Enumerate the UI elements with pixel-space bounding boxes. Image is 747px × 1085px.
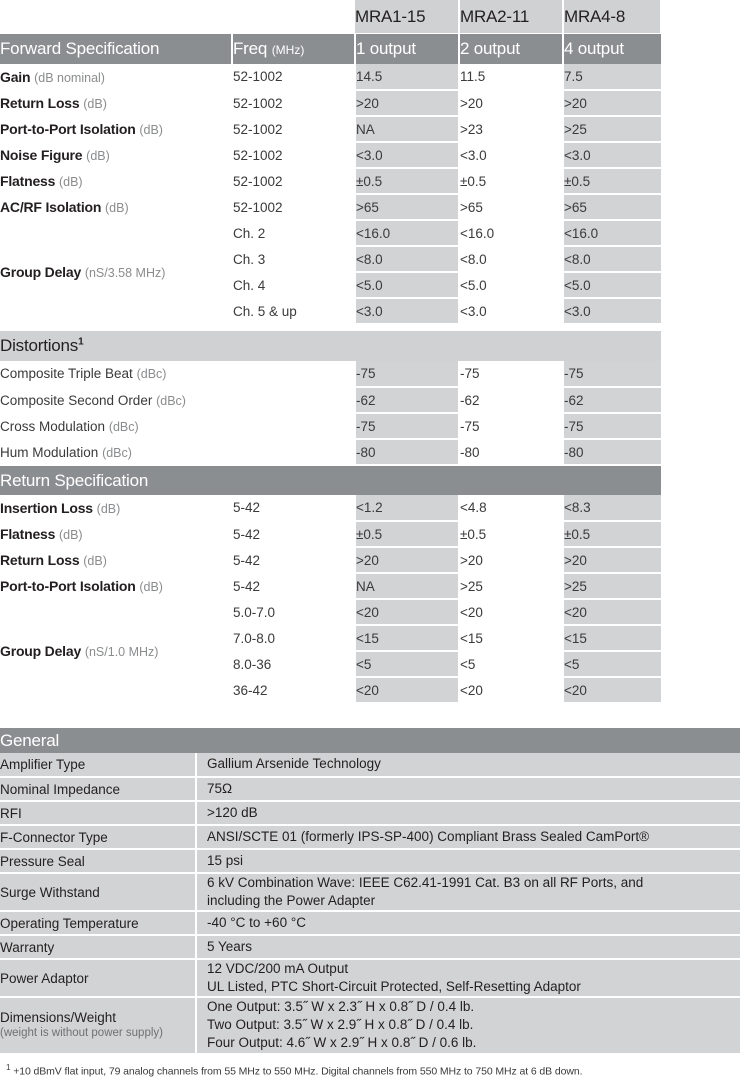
value-line: 75Ω — [207, 780, 233, 796]
forward-spec-band-row — [0, 34, 661, 64]
model-name-mra1-15: MRA1-15 — [355, 0, 459, 34]
row-value-2: <16.0 — [459, 220, 563, 246]
general-row-label: Warranty — [0, 935, 196, 959]
row-value-1: <20 — [355, 599, 459, 625]
row-freq: 52-1002 — [232, 194, 355, 220]
general-row-value — [196, 873, 740, 911]
row-name: Flatness — [0, 526, 56, 542]
row-unit: (dB) — [86, 149, 110, 163]
row-freq: 52-1002 — [232, 168, 355, 194]
row-freq: Ch. 2 — [232, 220, 355, 246]
row-label — [0, 168, 232, 194]
group-delay-name: Group Delay — [0, 264, 82, 280]
row-freq: Ch. 5 & up — [232, 298, 355, 324]
row-value-1: <3.0 — [355, 298, 459, 324]
table-row — [0, 194, 661, 220]
value-line: 5 Years — [207, 939, 253, 955]
general-row-label: F-Connector Type — [0, 825, 196, 849]
row-freq: 5-42 — [232, 521, 355, 547]
row-value-3: -62 — [563, 387, 661, 413]
main-spec-table — [0, 34, 661, 704]
value-line: ANSI/SCTE 01 (formerly IPS-SP-400) Compliant Brass Sealed CamPort® — [207, 828, 650, 844]
row-value-2: <20 — [459, 677, 563, 703]
row-value-3: <5 — [563, 651, 661, 677]
row-value-2: -75 — [459, 413, 563, 439]
table-row — [0, 64, 661, 90]
row-value-2: 11.5 — [459, 64, 563, 90]
row-value-1: -75 — [355, 413, 459, 439]
row-unit: (dBc) — [136, 367, 167, 381]
row-name: Gain — [0, 68, 31, 85]
general-row-value — [196, 935, 740, 959]
row-unit: (dB) — [139, 580, 163, 594]
row-value-2: <8.0 — [459, 246, 563, 272]
row-value-1: <8.0 — [355, 246, 459, 272]
main-spec-container — [0, 34, 661, 704]
row-value-3: <8.0 — [563, 246, 661, 272]
table-row — [0, 439, 661, 465]
table-row — [0, 142, 661, 168]
row-value-2: >23 — [459, 116, 563, 142]
row-value-2: >65 — [459, 194, 563, 220]
general-row-value — [196, 801, 740, 825]
row-value-1: <1.2 — [355, 495, 459, 521]
row-value-2: -75 — [459, 361, 563, 387]
row-value-2: >20 — [459, 547, 563, 573]
value-line: UL Listed, PTC Short-Circuit Protected, Self-Resetting Adaptor — [207, 979, 581, 995]
row-freq: 52-1002 — [232, 90, 355, 116]
value-line: One Output: 3.5˝ W x 2.3˝ H x 0.8˝ D / 0.4 lb. — [207, 999, 475, 1015]
footnote-marker: 1 — [6, 1063, 11, 1072]
row-unit: (dB nominal) — [34, 70, 105, 85]
general-row-label: Amplifier Type — [0, 753, 196, 777]
row-value-1: >20 — [355, 90, 459, 116]
table-row — [0, 599, 661, 625]
row-value-3: >65 — [563, 194, 661, 220]
row-unit: (dB) — [58, 175, 83, 189]
general-title: General — [0, 728, 740, 753]
row-value-3: <20 — [563, 599, 661, 625]
row-value-3: <5.0 — [563, 272, 661, 298]
general-row-value — [196, 825, 740, 849]
table-row — [0, 801, 740, 825]
output-header-2: 2 output — [459, 34, 563, 64]
row-freq: 5-42 — [232, 547, 355, 573]
value-line: 12 VDC/200 mA Output — [207, 961, 349, 977]
section-gutter — [0, 324, 661, 331]
table-row — [0, 777, 740, 801]
return-group-delay-label — [0, 599, 232, 703]
row-value-3: >20 — [563, 547, 661, 573]
general-row-label: Nominal Impedance — [0, 777, 196, 801]
general-row-value — [196, 753, 740, 777]
row-unit: (dB) — [96, 501, 121, 516]
value-line: 15 psi — [207, 852, 244, 868]
general-row-value — [196, 997, 740, 1053]
row-name: Flatness — [0, 173, 56, 189]
output-header-1: 1 output — [355, 34, 459, 64]
general-row-label: RFI — [0, 801, 196, 825]
value-line: Gallium Arsenide Technology — [207, 756, 381, 772]
row-value-2: <3.0 — [459, 298, 563, 324]
table-row — [0, 168, 661, 194]
return-spec-band-row — [0, 465, 661, 495]
model-header-strip — [0, 0, 747, 35]
row-value-1: <15 — [355, 625, 459, 651]
table-row — [0, 116, 661, 142]
group-delay-name: Group Delay — [0, 643, 82, 659]
row-value-1: <5.0 — [355, 272, 459, 298]
table-row — [0, 361, 661, 387]
row-value-3: -75 — [563, 361, 661, 387]
row-value-2: -80 — [459, 439, 563, 465]
row-value-2: -62 — [459, 387, 563, 413]
row-value-1: -75 — [355, 361, 459, 387]
row-value-2: <15 — [459, 625, 563, 651]
row-name: Composite Second Order — [0, 392, 153, 408]
row-name: Insertion Loss — [0, 499, 93, 516]
table-row — [0, 997, 740, 1053]
row-label — [0, 64, 232, 90]
table-row — [0, 873, 740, 911]
value-line: -40 °C to +60 °C — [207, 915, 306, 931]
row-value-2: <4.8 — [459, 495, 563, 521]
row-label — [0, 361, 355, 387]
return-spec-title: Return Specification — [0, 465, 661, 495]
row-value-2: <3.0 — [459, 142, 563, 168]
row-freq: 36-42 — [232, 677, 355, 703]
row-label — [0, 116, 232, 142]
row-value-3: <3.0 — [563, 298, 661, 324]
row-label — [0, 194, 232, 220]
row-value-2: ±0.5 — [459, 521, 563, 547]
row-freq: 52-1002 — [232, 142, 355, 168]
row-name: Port-to-Port Isolation — [0, 578, 136, 594]
row-value-3: -80 — [563, 439, 661, 465]
row-value-2: ±0.5 — [459, 168, 563, 194]
row-value-1: 14.5 — [355, 64, 459, 90]
row-freq: 7.0-8.0 — [232, 625, 355, 651]
row-value-1: ±0.5 — [355, 521, 459, 547]
row-label — [0, 495, 232, 521]
general-row-label: Power Adaptor — [0, 959, 196, 997]
table-row — [0, 90, 661, 116]
row-name: Port-to-Port Isolation — [0, 121, 136, 137]
table-row — [0, 495, 661, 521]
general-row-value — [196, 849, 740, 873]
table-row — [0, 959, 740, 997]
row-value-3: <3.0 — [563, 142, 661, 168]
row-freq: 8.0-36 — [232, 651, 355, 677]
general-table — [0, 728, 740, 1055]
row-freq: 5-42 — [232, 495, 355, 521]
row-label — [0, 547, 232, 573]
row-label — [0, 573, 232, 599]
row-value-1: ±0.5 — [355, 168, 459, 194]
row-value-1: <5 — [355, 651, 459, 677]
row-name: Return Loss — [0, 95, 80, 111]
general-row-label: Pressure Seal — [0, 849, 196, 873]
row-value-3: <20 — [563, 677, 661, 703]
group-delay-unit: (nS/1.0 MHz) — [84, 645, 159, 659]
general-row-label-main: Dimensions/Weight — [0, 1010, 117, 1026]
row-value-3: -75 — [563, 413, 661, 439]
footnote — [6, 1063, 741, 1078]
freq-label: Freq — [233, 39, 268, 58]
row-name: Hum Modulation — [0, 444, 99, 460]
row-label — [0, 387, 355, 413]
row-value-2: <5 — [459, 651, 563, 677]
row-value-3: >25 — [563, 116, 661, 142]
row-unit: (dBc) — [108, 419, 139, 434]
row-value-1: NA — [355, 573, 459, 599]
row-freq: 5-42 — [232, 573, 355, 599]
row-unit: (dB) — [139, 123, 163, 137]
group-delay-unit: (nS/3.58 MHz) — [84, 266, 166, 280]
model-header-spacer-1 — [0, 0, 232, 34]
row-name: Composite Triple Beat — [0, 366, 133, 381]
row-freq: 52-1002 — [232, 116, 355, 142]
row-unit: (dB) — [58, 528, 83, 542]
row-value-3: >20 — [563, 90, 661, 116]
row-value-1: -62 — [355, 387, 459, 413]
model-name-mra2-11: MRA2-11 — [459, 0, 563, 34]
row-value-1: >20 — [355, 547, 459, 573]
table-row — [0, 753, 740, 777]
row-freq: 5.0-7.0 — [232, 599, 355, 625]
table-row — [0, 825, 740, 849]
row-label — [0, 413, 355, 439]
row-name: Noise Figure — [0, 147, 83, 163]
row-value-1: <16.0 — [355, 220, 459, 246]
freq-column-header — [232, 34, 355, 64]
general-row-label: Operating Temperature — [0, 911, 196, 935]
general-row-label: Surge Withstand — [0, 873, 196, 911]
row-unit: (dB) — [83, 554, 107, 568]
footnote-text: +10 dBmV flat input, 79 analog channels from 55 MHz to 550 MHz. Digital channels from 550 MHz to 750 MHz at 6 dB down. — [13, 1065, 583, 1078]
general-band-row — [0, 728, 740, 753]
row-value-3: <16.0 — [563, 220, 661, 246]
row-freq: 52-1002 — [232, 64, 355, 90]
row-freq: Ch. 4 — [232, 272, 355, 298]
row-value-2: >25 — [459, 573, 563, 599]
table-row — [0, 849, 740, 873]
forward-spec-title: Forward Specification — [0, 34, 232, 64]
row-value-1: <3.0 — [355, 142, 459, 168]
row-name: Return Loss — [0, 552, 80, 568]
row-value-3: ±0.5 — [563, 168, 661, 194]
row-value-1: <20 — [355, 677, 459, 703]
table-row — [0, 911, 740, 935]
forward-group-delay-label — [0, 220, 232, 324]
row-value-1: -80 — [355, 439, 459, 465]
general-row-label — [0, 997, 196, 1053]
row-value-3: 7.5 — [563, 64, 661, 90]
row-label — [0, 439, 355, 465]
table-row — [0, 547, 661, 573]
value-line: >120 dB — [207, 804, 258, 820]
general-row-label-sub: (weight is without power supply) — [0, 1027, 163, 1040]
value-line: including the Power Adapter — [207, 893, 376, 909]
row-value-3: >25 — [563, 573, 661, 599]
row-label — [0, 90, 232, 116]
row-value-2: <5.0 — [459, 272, 563, 298]
freq-unit: (MHz) — [271, 43, 305, 57]
row-unit: (dB) — [83, 97, 107, 111]
row-value-1: >65 — [355, 194, 459, 220]
row-label — [0, 142, 232, 168]
model-name-mra4-8: MRA4-8 — [563, 0, 661, 34]
row-unit: (dBc) — [156, 393, 186, 408]
output-header-3: 4 output — [563, 34, 661, 64]
row-value-2: >20 — [459, 90, 563, 116]
value-line: Two Output: 3.5˝ W x 2.9˝ H x 0.8˝ D / 0.4 lb. — [207, 1017, 474, 1033]
value-line: 6 kV Combination Wave: IEEE C62.41-1991 Cat. B3 on all RF Ports, and — [207, 875, 644, 890]
row-unit: (dB) — [105, 201, 129, 215]
value-line: Four Output: 4.6˝ W x 2.9˝ H x 0.8˝ D / 0.6 lb. — [207, 1035, 477, 1051]
general-section — [0, 728, 747, 1055]
general-row-value — [196, 911, 740, 935]
distortions-footnote-marker: 1 — [78, 336, 84, 348]
model-header-row — [0, 0, 661, 34]
table-row — [0, 935, 740, 959]
general-row-value — [196, 959, 740, 997]
row-value-3: <8.3 — [563, 495, 661, 521]
row-unit: (dBc) — [102, 445, 132, 460]
row-value-3: <15 — [563, 625, 661, 651]
distortions-title-cell — [0, 331, 661, 361]
row-value-1: NA — [355, 116, 459, 142]
row-freq: Ch. 3 — [232, 246, 355, 272]
row-name: AC/RF Isolation — [0, 199, 102, 215]
row-value-3: ±0.5 — [563, 521, 661, 547]
distortions-band-row — [0, 331, 661, 361]
table-row — [0, 413, 661, 439]
distortions-title: Distortions — [0, 336, 79, 355]
model-header-table — [0, 0, 662, 35]
table-row — [0, 387, 661, 413]
general-row-value — [196, 777, 740, 801]
table-row — [0, 573, 661, 599]
model-header-spacer-2 — [232, 0, 355, 34]
row-label — [0, 521, 232, 547]
row-value-2: <20 — [459, 599, 563, 625]
table-row — [0, 220, 661, 246]
table-row — [0, 521, 661, 547]
row-name: Cross Modulation — [0, 418, 106, 434]
